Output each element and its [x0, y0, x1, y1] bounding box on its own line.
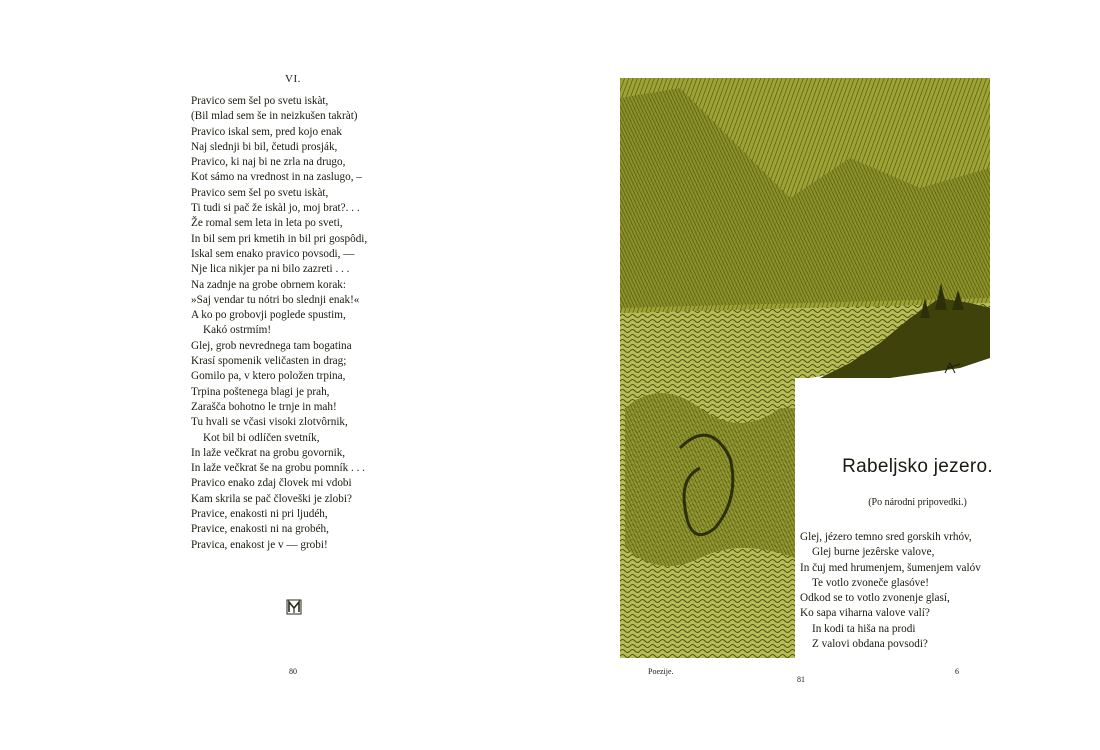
poem-left-text: [191, 94, 431, 553]
poem-right-line: Glej burne jezêrske valove,: [812, 546, 935, 559]
poem-right-line: Te votlo zvoneče glasóve!: [812, 576, 929, 589]
poem-left-line: Pravice, enakosti ni na grobéh,: [191, 523, 329, 536]
poem-right-line: Glej, jézero temno sred gorskih vrhóv,: [800, 531, 972, 543]
poem-left-line: Kam skrila se pač človeški je zlobi?: [191, 492, 352, 505]
poem-left-line: Pravico sem šel po svetu iskàt,: [191, 95, 329, 107]
poem-right-line: Odkod se to votlo zvonenje glasí,: [800, 592, 950, 605]
poem-left-line: A ko po grobovji poglede spustim,: [191, 309, 346, 322]
poem-left-line: Naj slednji bi bil, četudi prosják,: [191, 140, 338, 153]
poem-left-line: Kot bil bi odlíčen svetník,: [203, 431, 320, 444]
poem-title: Rabeljsko jezero.: [842, 456, 993, 477]
poem-left-line: Krasí spomenik veličasten in drag;: [191, 355, 347, 368]
poem-left-line: Pravico, ki naj bi ne zrla na drugo,: [191, 156, 346, 169]
poem-right-line: Ko sapa viharna valove valí?: [800, 607, 930, 620]
poem-left-line: Trpina poštenega blagi je prah,: [191, 385, 330, 398]
poem-left-line: Ti tudi si pač že iskàl jo, moj brat?. . .: [191, 202, 360, 215]
poem-left-line: Glej, grob nevrednega tam bogatina: [191, 339, 352, 352]
poem-right-line: In kodi ta hiša na prodi: [812, 622, 916, 635]
poem-left-line: In laže večkrat še na grobu pomník . . .: [191, 462, 365, 475]
poem-left-line: Pravico sem šel po svetu iskàt,: [191, 186, 329, 199]
poem-left-line: Pravico iskal sem, pred kojo enak: [191, 125, 342, 138]
poem-left-line: Tu hvali se včasi visoki zlotvôrnik,: [191, 416, 348, 429]
poem-left-line: Gomilo pa, v ktero položen trpina,: [191, 370, 346, 383]
poem-left-line: Že romal sem leta in leta po sveti,: [191, 217, 343, 230]
poem-left-line: Kakó ostrmím!: [203, 324, 272, 337]
poem-left-line: In bil sem pri kmetih in bil pri gospôdi,: [191, 232, 368, 245]
poem-left-line: Kot sámo na vrednost in na zaslugo, –: [191, 171, 362, 184]
ornament-monogram-icon: [286, 599, 302, 615]
poem-left-line: Pravice, enakosti ni pri ljudéh,: [191, 508, 328, 521]
poem-subtitle: (Po národni pripovedki.): [868, 497, 967, 508]
poem-left-line: Nje lica nikjer pa ni bilo zazreti . . .: [191, 263, 350, 276]
poem-number: VI.: [285, 73, 301, 85]
poem-right-line: In čuj med hrumenjem, šumenjem valóv: [800, 561, 981, 574]
poem-left-line: (Bil mlad sem še in neizkušen takràt): [191, 110, 358, 123]
poem-left-line: »Saj vendar tu nótri bo slednji enak!«: [191, 293, 360, 306]
poem-left-line: Iskal sem enako pravico povsodi, —: [191, 247, 355, 260]
poem-right-text: [800, 530, 1040, 652]
poem-right-line: Z valovi obdana povsodi?: [812, 638, 928, 651]
page-number-left: 80: [289, 667, 297, 676]
poem-left-line: Pravica, enakost je v — grobi!: [191, 538, 328, 551]
poem-left-line: Na zadnje na grobe obrnem korak:: [191, 278, 347, 291]
book-signature: Poezije.: [648, 667, 674, 676]
sheet-number: 6: [955, 667, 959, 676]
poem-left-line: Zarašča bohotno le trnje in mah!: [191, 400, 337, 413]
poem-left-line: In laže večkrat na grobu govornik,: [191, 446, 346, 459]
poem-left-line: Pravico enako zdaj človek mi vdobi: [191, 477, 352, 490]
page-number-right: 81: [797, 675, 805, 684]
